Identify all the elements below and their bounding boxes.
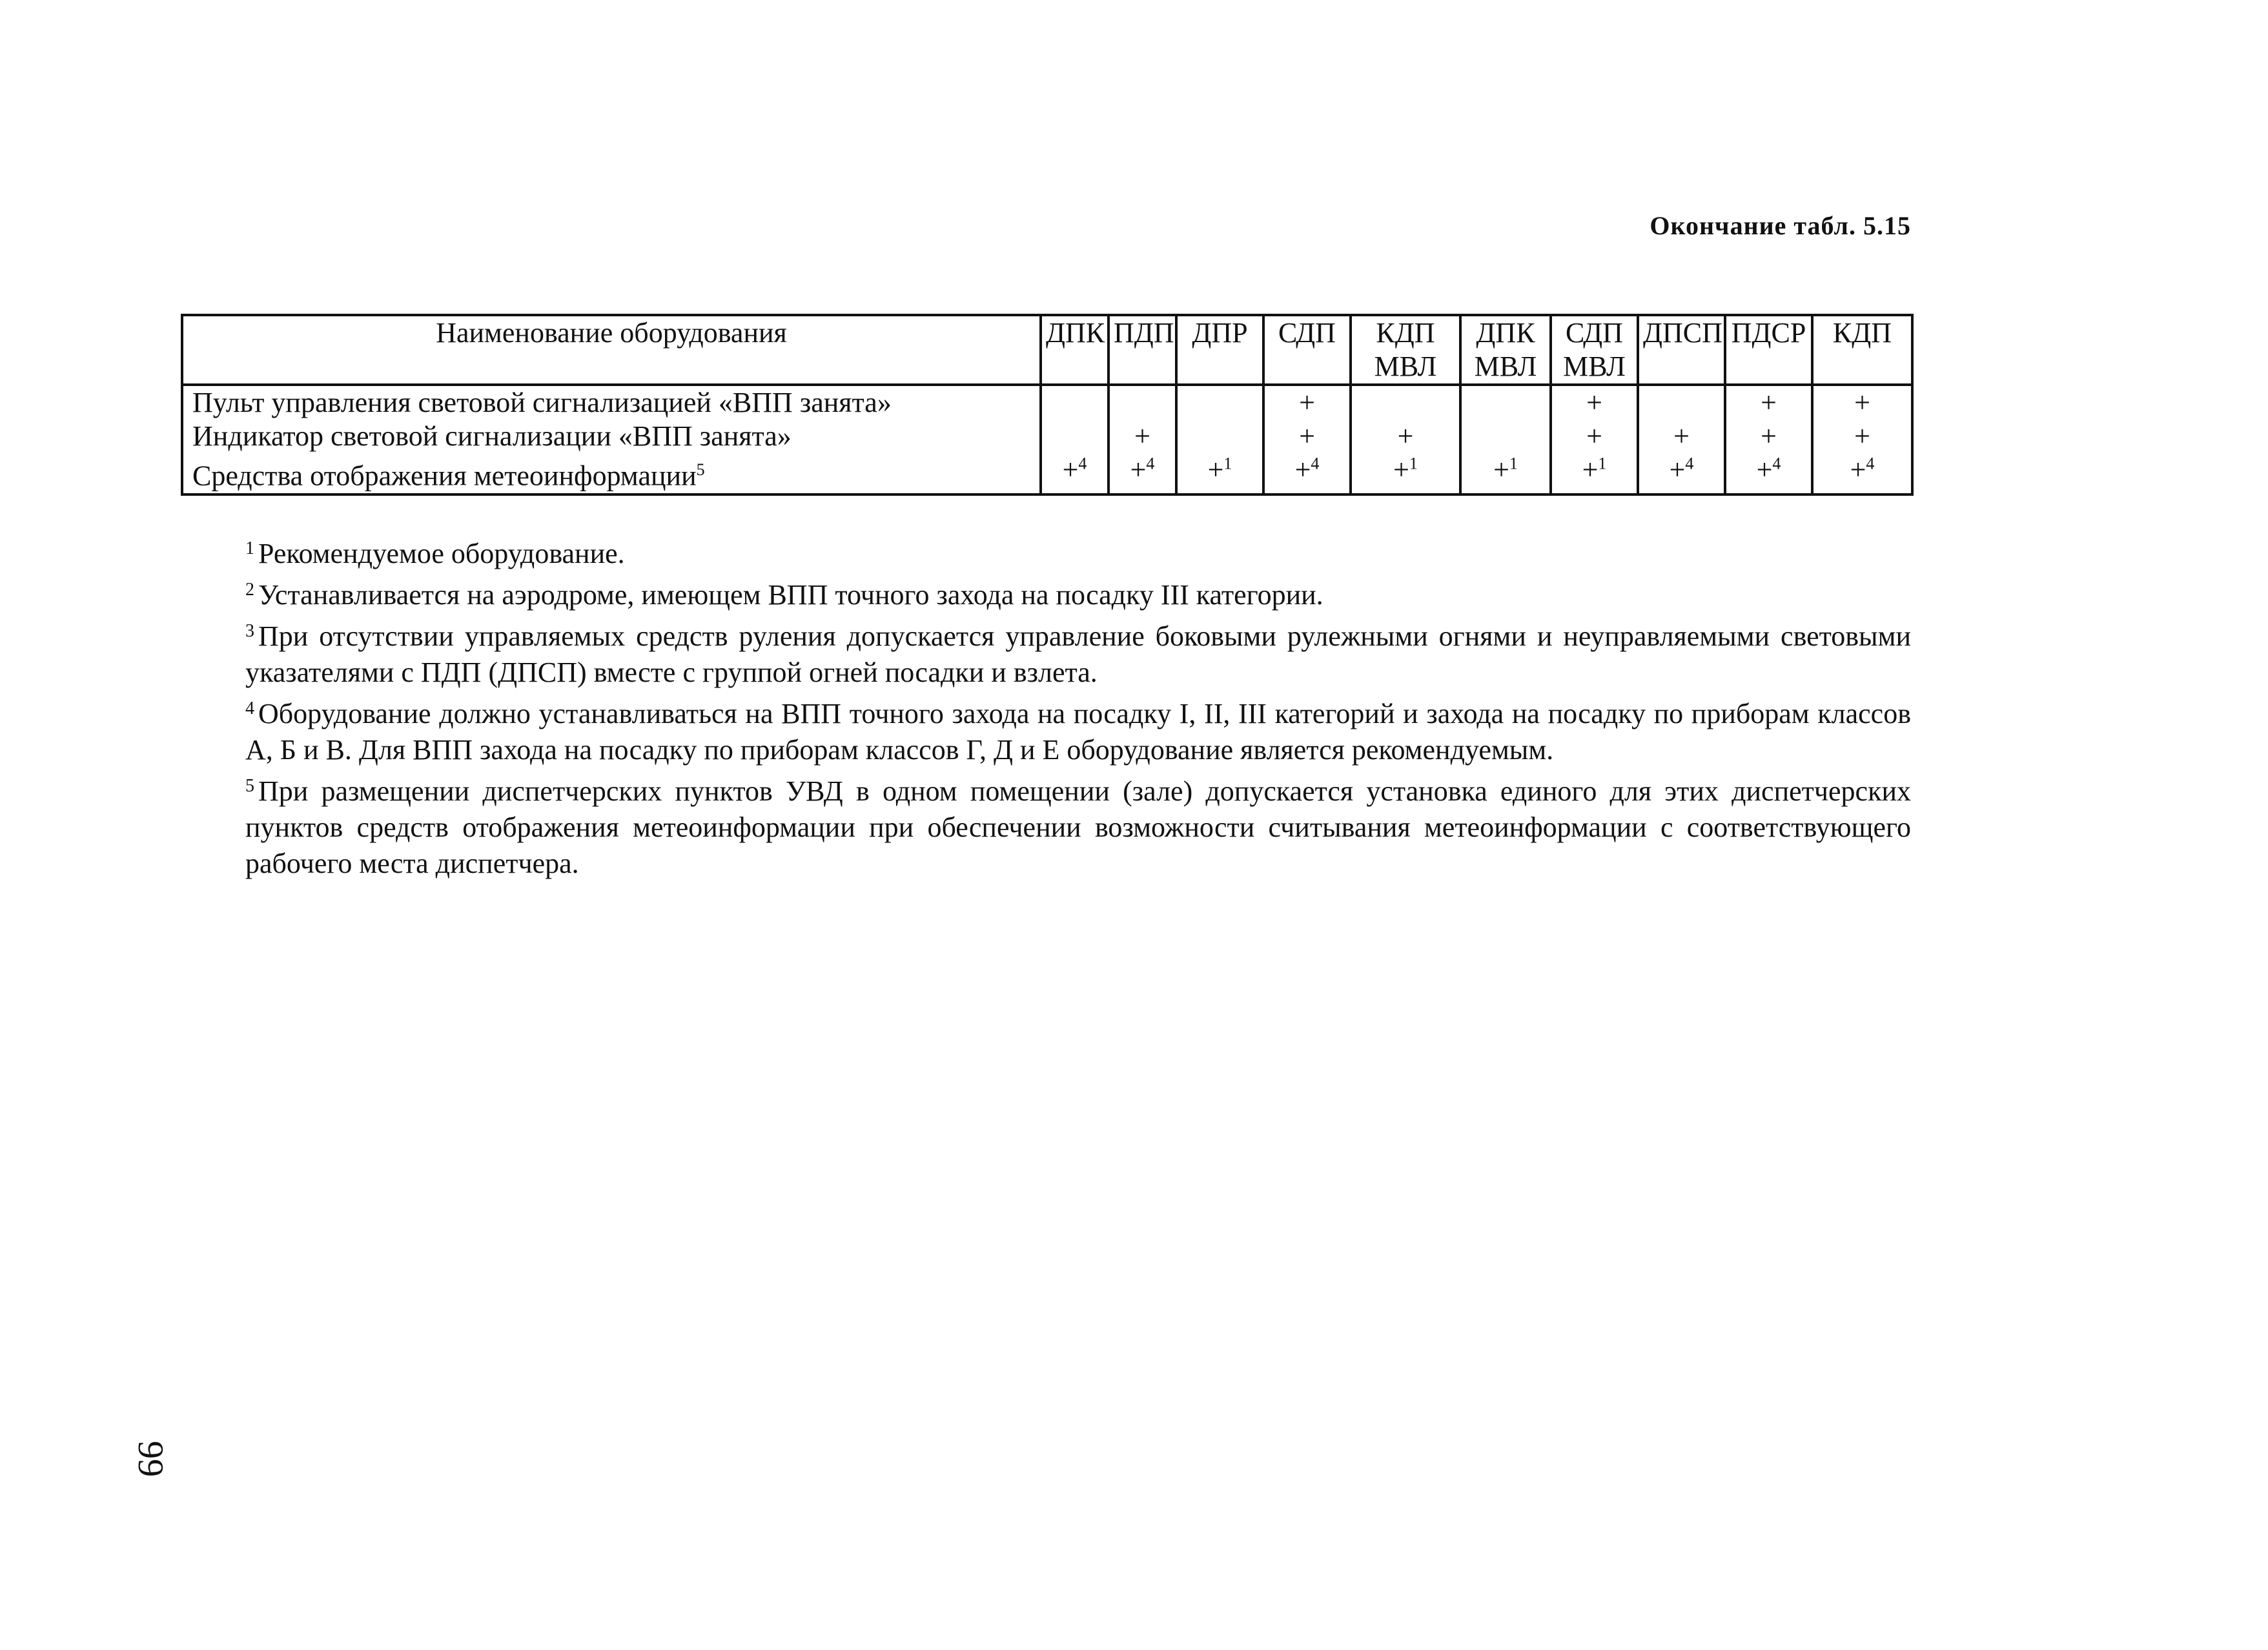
footnote-number: 4 [245, 698, 254, 718]
table-cell [1638, 420, 1725, 453]
cell-mark: + [1134, 420, 1150, 452]
column-header: ПДП [1108, 315, 1176, 385]
footnote-ref: 4 [1685, 454, 1694, 473]
footnote-ref: 4 [1772, 454, 1781, 473]
footnote-ref: 1 [1223, 454, 1232, 473]
table-cell [1638, 385, 1725, 420]
cell-mark: + [1294, 454, 1311, 485]
table-cell [1041, 420, 1108, 453]
table-cell [1263, 385, 1351, 420]
footnote-text: При размещении диспетчерских пунктов УВД в одном помещении (зале) допускается установка единого для этих диспетчерских пунктов средств отображения метеоинформации при обеспечении возможности считывания метеоинформации с соответствующего рабочего места диспетчера. [245, 775, 1911, 879]
footnote-ref: 1 [1409, 454, 1418, 473]
table-cell [1041, 385, 1108, 420]
equipment-table [181, 314, 1914, 496]
table-row [182, 420, 1912, 453]
footnote-ref: 4 [1146, 454, 1155, 473]
page-number: 99 [130, 1441, 170, 1477]
table-row [182, 385, 1912, 420]
footnote-ref: 1 [1598, 454, 1607, 473]
footnote [245, 768, 1911, 882]
table-body [182, 385, 1912, 494]
column-header: ПДСР [1725, 315, 1812, 385]
cell-mark: + [1669, 454, 1686, 485]
table-cell [1176, 385, 1263, 420]
table-cell [1108, 453, 1176, 494]
footnote-text: Рекомендуемое оборудование. [258, 538, 625, 569]
cell-mark: + [1393, 454, 1409, 485]
table-cell [1812, 420, 1912, 453]
cell-mark: + [1130, 454, 1147, 485]
cell-mark: + [1586, 387, 1602, 418]
table-cell [1460, 453, 1551, 494]
cell-mark: + [1761, 387, 1777, 418]
footnote [245, 531, 1911, 572]
footnote-text: Устанавливается на аэродроме, имеющем ВПП точного захода на посадку III категории. [258, 579, 1323, 611]
footnote-number: 1 [245, 538, 254, 558]
table-cell [1351, 453, 1460, 494]
row-label [182, 385, 1041, 420]
cell-mark: + [1854, 387, 1870, 418]
table-cell [1725, 420, 1812, 453]
column-header-name: Наименование оборудования [182, 315, 1041, 385]
footnote-ref: 4 [1078, 454, 1087, 473]
table-cell [1108, 420, 1176, 453]
table-cell [1041, 453, 1108, 494]
table-cell [1551, 385, 1638, 420]
table-cell [1460, 420, 1551, 453]
cell-mark: + [1673, 420, 1690, 452]
table-cell [1551, 420, 1638, 453]
table-cell [1351, 385, 1460, 420]
table-cell [1108, 385, 1176, 420]
cell-mark: + [1397, 420, 1414, 452]
table-cell [1176, 453, 1263, 494]
row-label [182, 453, 1041, 494]
column-header: СДП МВЛ [1551, 315, 1638, 385]
column-header: ДПСП [1638, 315, 1725, 385]
cell-mark: + [1586, 420, 1602, 452]
cell-mark: + [1761, 420, 1777, 452]
footnote-ref: 1 [1509, 454, 1518, 473]
column-header: СДП [1263, 315, 1351, 385]
row-label-text: Пульт управления световой сигнализацией «ВПП занята» [192, 387, 892, 418]
footnote [245, 691, 1911, 768]
footnote-number: 3 [245, 621, 254, 641]
table-cell [1725, 453, 1812, 494]
column-header: ДПК МВЛ [1460, 315, 1551, 385]
table-cell [1725, 385, 1812, 420]
footnote-text: Оборудование должно устанавливаться на ВПП точного захода на посадку I, II, III категорий и захода на посадку по приборам классов А, Б и В. Для ВПП захода на посадку по приборам классов Г, Д и Е оборудование является рекомендуемым. [245, 698, 1911, 766]
table-header-row [182, 315, 1912, 385]
column-header: ДПК [1041, 315, 1108, 385]
footnote-ref: 4 [1866, 454, 1875, 473]
footnotes [245, 531, 1911, 882]
footnote-number: 5 [245, 776, 254, 796]
cell-mark: + [1850, 454, 1866, 485]
footnote-number: 2 [245, 580, 254, 600]
table-row [182, 453, 1912, 494]
column-header: КДП [1812, 315, 1912, 385]
table-caption: Окончание табл. 5.15 [1650, 211, 1911, 240]
footnote [245, 572, 1911, 613]
row-label [182, 420, 1041, 453]
row-label-text: Средства отображения метеоинформации [192, 460, 697, 492]
cell-mark: + [1854, 420, 1870, 452]
table-cell [1812, 453, 1912, 494]
footnote-ref: 5 [696, 460, 705, 479]
table-cell [1812, 385, 1912, 420]
table-cell [1263, 420, 1351, 453]
row-label-text: Индикатор световой сигнализации «ВПП занята» [192, 420, 792, 452]
cell-mark: + [1582, 454, 1599, 485]
table-cell [1351, 420, 1460, 453]
table-cell [1551, 453, 1638, 494]
table-cell [1263, 453, 1351, 494]
column-header: ДПР [1176, 315, 1263, 385]
cell-mark: + [1756, 454, 1773, 485]
footnote [245, 613, 1911, 691]
footnote-text: При отсутствии управляемых средств руления допускается управление боковыми рулежными огнями и неуправляемыми световыми указателями с ПДП (ДПСП) вместе с группой огней посадки и взлета. [245, 620, 1911, 688]
footnote-ref: 4 [1311, 454, 1320, 473]
table-cell [1638, 453, 1725, 494]
table-cell [1460, 385, 1551, 420]
column-header: КДП МВЛ [1351, 315, 1460, 385]
cell-mark: + [1299, 420, 1315, 452]
cell-mark: + [1493, 454, 1509, 485]
cell-mark: + [1299, 387, 1315, 418]
cell-mark: + [1207, 454, 1224, 485]
table-cell [1176, 420, 1263, 453]
cell-mark: + [1062, 454, 1079, 485]
